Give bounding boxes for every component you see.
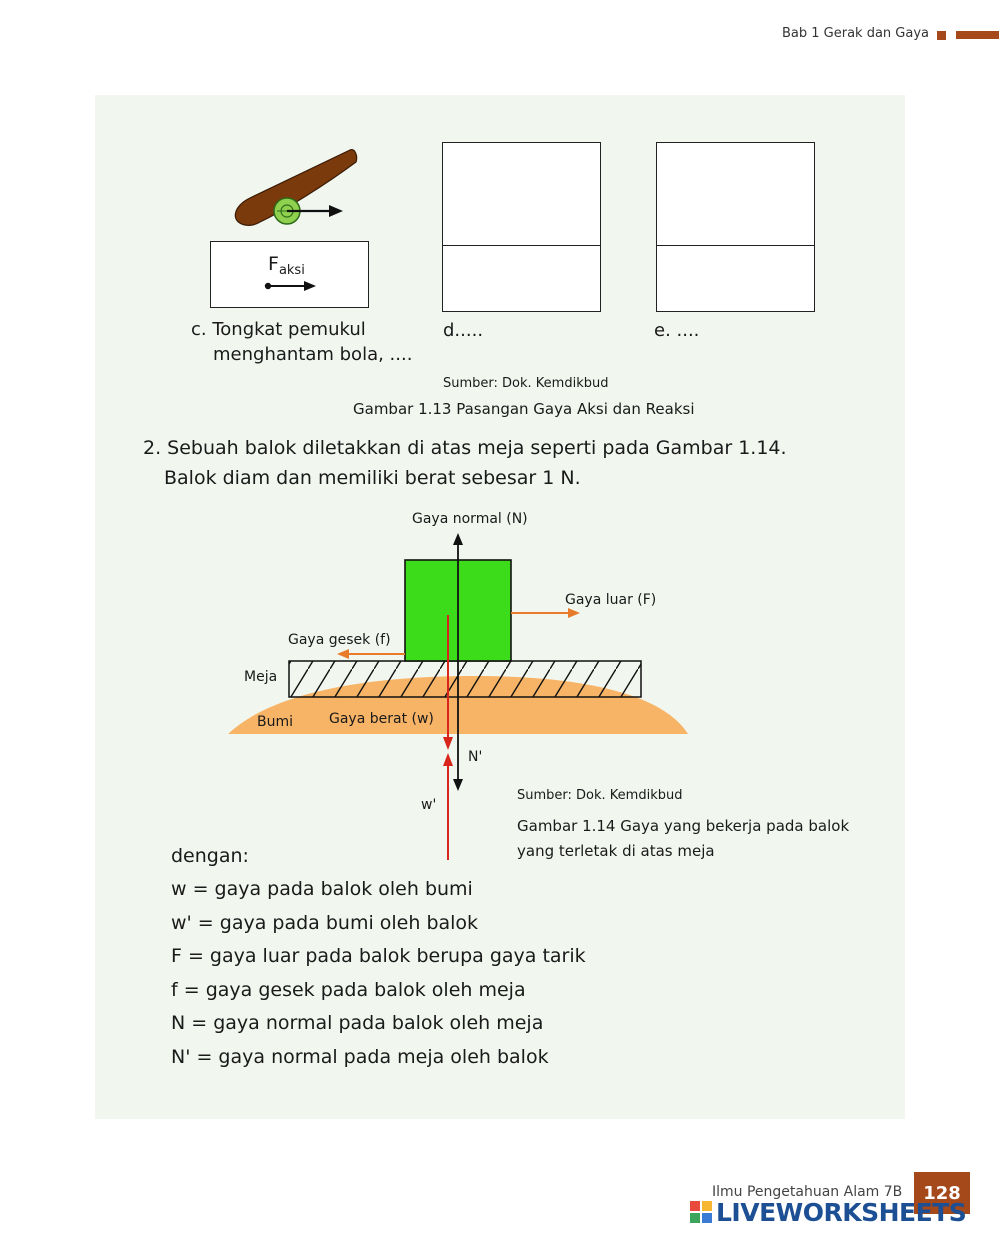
- figure-1-14-source: Sumber: Dok. Kemdikbud: [517, 788, 683, 803]
- force-diagram-1-14: [220, 525, 700, 865]
- faksi-arrow: [262, 278, 322, 294]
- definitions-intro: dengan:: [171, 845, 249, 867]
- label-n-prime: N': [468, 749, 483, 765]
- label-external-force: Gaya luar (F): [565, 592, 657, 608]
- answer-box-d[interactable]: [442, 142, 601, 312]
- label-w-prime: w': [421, 797, 437, 813]
- label-friction: Gaya gesek (f): [288, 632, 391, 648]
- faksi-label: [268, 253, 305, 278]
- label-table: Meja: [244, 669, 278, 685]
- answer-box-e[interactable]: [656, 142, 815, 312]
- figure-1-14-caption-line2: yang terletak di atas meja: [517, 842, 715, 860]
- figure-1-14-caption-line1: Gambar 1.14 Gaya yang bekerja pada balok: [517, 817, 850, 835]
- figure-1-13-source: Sumber: Dok. Kemdikbud: [443, 376, 609, 391]
- footer-book-title: Ilmu Pengetahuan Alam 7B: [712, 1184, 903, 1200]
- definition-f-external: F = gaya luar pada balok berupa gaya tarik: [171, 945, 586, 967]
- definition-w: w = gaya pada balok oleh bumi: [171, 878, 473, 900]
- definition-w-prime: w' = gaya pada bumi oleh balok: [171, 912, 479, 934]
- liveworksheets-watermark[interactable]: LIVEWORKSHEETS: [716, 1198, 967, 1227]
- header-bar-marker: [956, 31, 999, 39]
- figure-1-13-title: Gambar 1.13 Pasangan Gaya Aksi dan Reaksi: [353, 400, 695, 418]
- caption-d: d.....: [443, 320, 484, 341]
- label-earth: Bumi: [257, 714, 294, 730]
- page-number: 128: [914, 1172, 970, 1214]
- faksi-main: F: [268, 253, 279, 275]
- label-normal-force: Gaya normal (N): [412, 511, 528, 527]
- table-hatching: [289, 661, 641, 697]
- question-2-line2: Balok diam dan memiliki berat sebesar 1 N.: [164, 467, 581, 489]
- question-2-line1: 2. Sebuah balok diletakkan di atas meja seperti pada Gambar 1.14.: [143, 437, 787, 459]
- running-header: Bab 1 Gerak dan Gaya: [782, 26, 930, 41]
- liveworksheets-logo-icon: [690, 1201, 712, 1223]
- definition-f-friction: f = gaya gesek pada balok oleh meja: [171, 979, 526, 1001]
- faksi-subscript: aksi: [278, 263, 305, 278]
- caption-e: e. ....: [654, 320, 700, 341]
- caption-c-line1: c. Tongkat pemukul: [191, 319, 366, 340]
- caption-c-line2: menghantam bola, ....: [213, 344, 413, 365]
- action-arrow-head: [329, 205, 343, 217]
- definition-n: N = gaya normal pada balok oleh meja: [171, 1012, 544, 1034]
- header-square-marker: [937, 31, 946, 40]
- definition-n-prime: N' = gaya normal pada meja oleh balok: [171, 1046, 549, 1068]
- label-weight: Gaya berat (w): [329, 711, 434, 727]
- bat-hitting-ball-illustration: [225, 140, 365, 235]
